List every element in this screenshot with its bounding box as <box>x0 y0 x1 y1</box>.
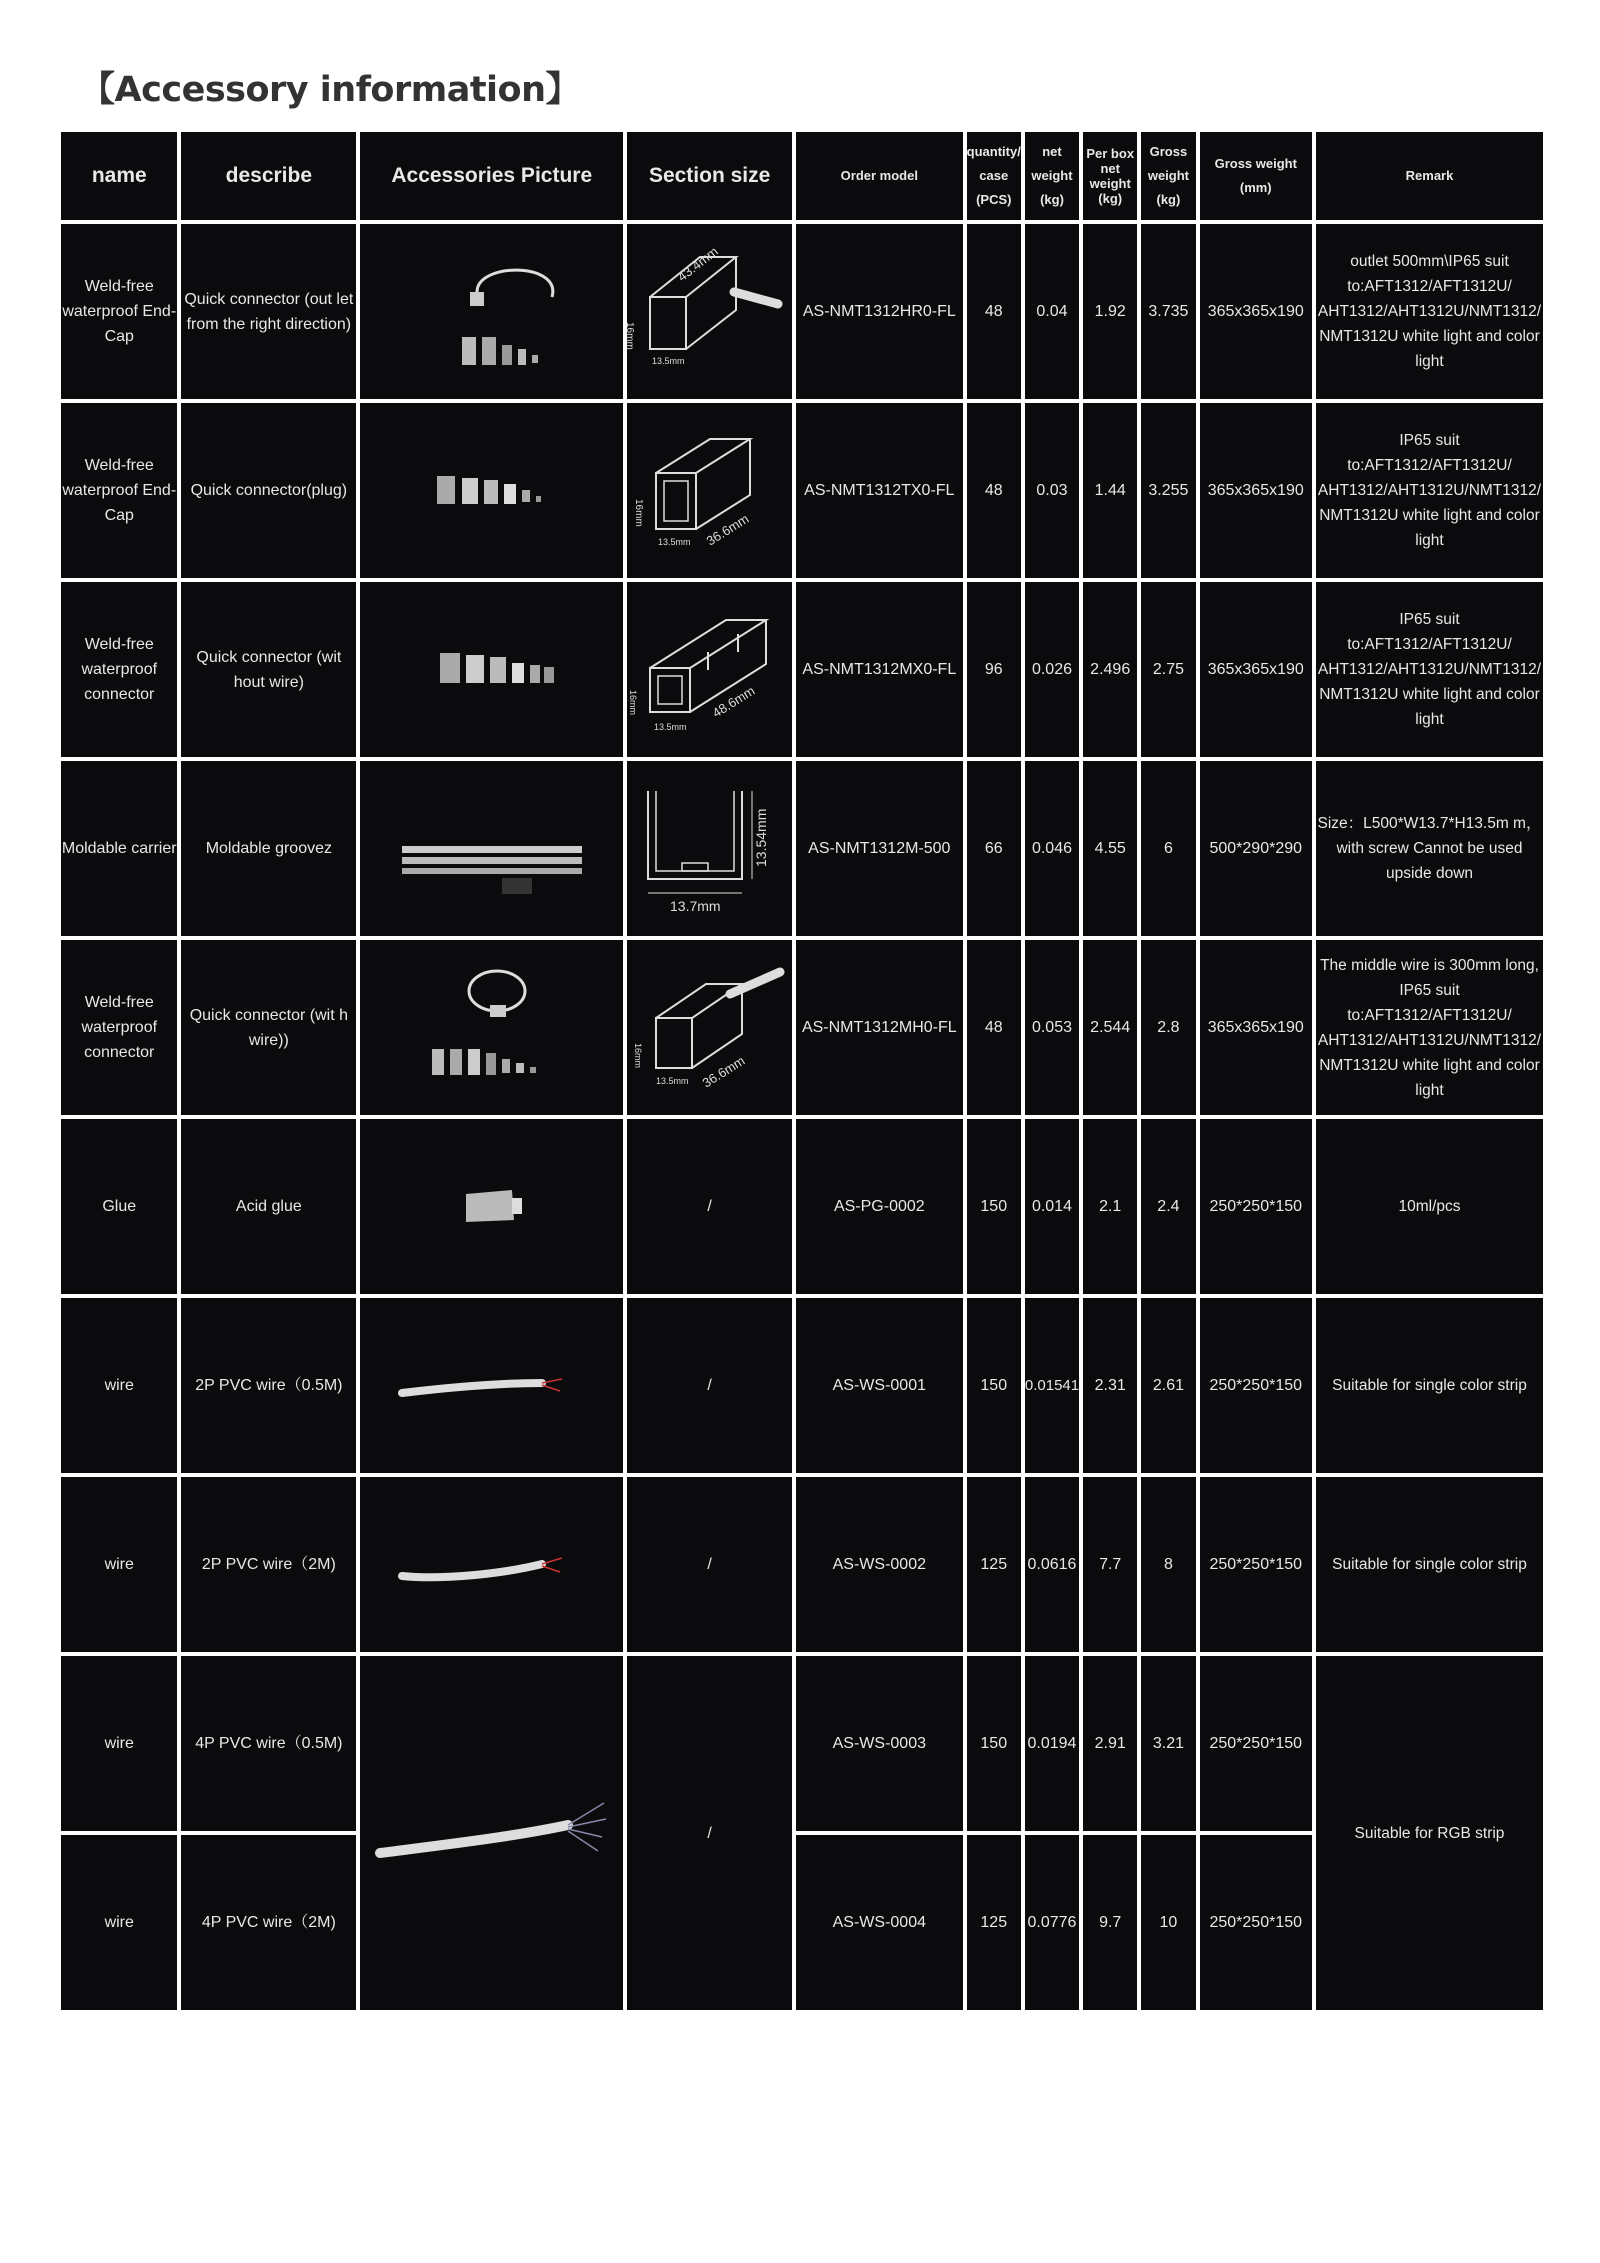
cell-name: wire <box>61 1477 177 1652</box>
endcap-section-svg <box>623 232 790 392</box>
cell-section: / <box>627 1298 792 1473</box>
accessory-picture <box>360 1656 623 2010</box>
cell-qty: 125 <box>967 1477 1021 1652</box>
section-diagram <box>627 940 792 1115</box>
dim-label: 13.54mm <box>752 808 769 867</box>
cell-order: AS-WS-0003 <box>796 1656 963 1831</box>
table-row <box>61 940 1543 1115</box>
cell-order: AS-NMT1312TX0-FL <box>796 403 963 578</box>
cell-qty: 48 <box>967 224 1021 399</box>
accessory-picture <box>360 761 623 936</box>
cell-section: / <box>627 1119 792 1294</box>
cell-gross: 2.8 <box>1141 940 1195 1115</box>
cell-gross: 10 <box>1141 1835 1195 2010</box>
rgb-wire-image <box>372 1733 612 1933</box>
cell-name: Moldable carrier <box>61 761 177 936</box>
dim-label: 36.6mm <box>699 1052 748 1091</box>
cell-section: / <box>627 1656 792 2010</box>
cell-qty: 125 <box>967 1835 1021 2010</box>
cell-name: Glue <box>61 1119 177 1294</box>
accessory-picture <box>360 940 623 1115</box>
cell-qty: 96 <box>967 582 1021 757</box>
carrier-section-svg <box>630 769 790 929</box>
dim-label: 16mm <box>627 689 638 715</box>
col-picture: Accessories Picture <box>360 132 623 220</box>
cell-describe: Moldable groovez <box>181 761 356 936</box>
cell-net: 0.053 <box>1025 940 1079 1115</box>
cell-remark: Suitable for single color strip <box>1316 1298 1543 1473</box>
cell-size: 250*250*150 <box>1200 1298 1312 1473</box>
cell-net: 0.01541 <box>1025 1298 1079 1473</box>
cell-perbox: 2.544 <box>1083 940 1137 1115</box>
col-section: Section size <box>627 132 792 220</box>
cell-order: AS-NMT1312HR0-FL <box>796 224 963 399</box>
accessory-picture <box>360 224 623 399</box>
cell-section: / <box>627 1477 792 1652</box>
col-remark: Remark <box>1316 132 1543 220</box>
connector-parts-image <box>382 595 602 745</box>
cell-name: Weld-free waterproof connector <box>61 582 177 757</box>
connector-parts-image <box>382 416 602 566</box>
cell-net: 0.04 <box>1025 224 1079 399</box>
cell-perbox: 2.31 <box>1083 1298 1137 1473</box>
col-net: net weight (kg) <box>1025 132 1079 220</box>
table-row <box>61 1477 1543 1652</box>
section-diagram <box>627 582 792 757</box>
cell-gross: 3.735 <box>1141 224 1195 399</box>
page-title: 【Accessory information】 <box>80 70 581 110</box>
connector-wire-section-svg <box>630 948 790 1108</box>
cell-qty: 150 <box>967 1119 1021 1294</box>
section-diagram <box>623 224 792 399</box>
dim-label: 13.5mm <box>657 536 691 547</box>
cell-size: 365x365x190 <box>1200 940 1312 1115</box>
dim-label: 43.4mm <box>674 243 721 284</box>
cell-perbox: 1.92 <box>1083 224 1137 399</box>
accessory-picture <box>360 1298 623 1473</box>
dim-label: 36.6mm <box>703 510 752 549</box>
cell-order: AS-NMT1312M-500 <box>796 761 963 936</box>
col-describe: describe <box>181 132 356 220</box>
table-row <box>61 224 1543 399</box>
cell-remark: Size：L500*W13.7*H13.5m m，with screw Cannot be used upside down <box>1316 761 1543 936</box>
cell-gross: 3.21 <box>1141 1656 1195 1831</box>
cell-perbox: 1.44 <box>1083 403 1137 578</box>
cell-remark: Suitable for single color strip <box>1316 1477 1543 1652</box>
header-row <box>61 132 1543 220</box>
table-row <box>61 403 1543 578</box>
cell-size: 250*250*150 <box>1200 1477 1312 1652</box>
cell-gross: 2.61 <box>1141 1298 1195 1473</box>
table-row <box>61 761 1543 936</box>
cell-gross: 6 <box>1141 761 1195 936</box>
table-row <box>61 1656 1543 1831</box>
section-diagram <box>627 761 792 936</box>
cell-describe: 2P PVC wire（0.5M) <box>181 1298 356 1473</box>
cell-size: 365x365x190 <box>1200 403 1312 578</box>
cell-size: 365x365x190 <box>1200 224 1312 399</box>
cell-net: 0.026 <box>1025 582 1079 757</box>
cell-remark: The middle wire is 300mm long, IP65 suit to:AFT1312/AFT1312U/ AHT1312/AHT1312U/NMT1312/ NMT1312U white light and color light <box>1316 940 1543 1115</box>
table-row <box>61 582 1543 757</box>
connector-section-svg <box>627 590 790 750</box>
cell-perbox: 9.7 <box>1083 1835 1137 2010</box>
cell-perbox: 2.91 <box>1083 1656 1137 1831</box>
cell-remark: outlet 500mm\IP65 suit to:AFT1312/AFT1312U/ AHT1312/AHT1312U/NMT1312/ NMT1312U white light and color light <box>1316 224 1543 399</box>
table-row <box>61 1119 1543 1294</box>
cell-name: Weld-free waterproof End-Cap <box>61 224 177 399</box>
cell-size: 500*290*290 <box>1200 761 1312 936</box>
cell-name: wire <box>61 1656 177 1831</box>
cell-perbox: 4.55 <box>1083 761 1137 936</box>
accessory-picture <box>360 1477 623 1652</box>
connector-wire-image <box>382 953 602 1103</box>
cell-describe: Quick connector (wit hout wire) <box>181 582 356 757</box>
cell-gross: 2.4 <box>1141 1119 1195 1294</box>
cell-remark: Suitable for RGB strip <box>1316 1656 1543 2010</box>
cell-gross: 8 <box>1141 1477 1195 1652</box>
cell-order: AS-NMT1312MH0-FL <box>796 940 963 1115</box>
dim-label: 16mm <box>632 1042 643 1068</box>
cell-remark: IP65 suit to:AFT1312/AFT1312U/ AHT1312/AHT1312U/NMT1312/ NMT1312U white light and color light <box>1316 582 1543 757</box>
cell-size: 250*250*150 <box>1200 1835 1312 2010</box>
accessory-picture <box>360 582 623 757</box>
plug-section-svg <box>630 411 790 571</box>
col-perbox: Per box net weight (kg) <box>1083 132 1137 220</box>
cell-remark: IP65 suit to:AFT1312/AFT1312U/ AHT1312/AHT1312U/NMT1312/ NMT1312U white light and color light <box>1316 403 1543 578</box>
cell-name: wire <box>61 1835 177 2010</box>
cell-qty: 150 <box>967 1656 1021 1831</box>
cell-qty: 48 <box>967 940 1021 1115</box>
cell-describe: 4P PVC wire（0.5M) <box>181 1656 356 1831</box>
col-gross: Gross weight (kg) <box>1141 132 1195 220</box>
cell-size: 250*250*150 <box>1200 1119 1312 1294</box>
cell-describe: Quick connector (wit h wire)) <box>181 940 356 1115</box>
col-grossmm: Gross weight (mm) <box>1200 132 1312 220</box>
accessory-picture <box>360 403 623 578</box>
col-name: name <box>61 132 177 220</box>
cell-describe: Quick connector(plug) <box>181 403 356 578</box>
cell-net: 0.014 <box>1025 1119 1079 1294</box>
dim-label: 48.6mm <box>709 682 758 721</box>
cell-describe: 2P PVC wire（2M) <box>181 1477 356 1652</box>
cell-net: 0.0776 <box>1025 1835 1079 2010</box>
cell-qty: 150 <box>967 1298 1021 1473</box>
table-row <box>61 1298 1543 1473</box>
cell-name: Weld-free waterproof End-Cap <box>61 403 177 578</box>
dim-label: 13.5mm <box>653 721 687 732</box>
dim-label: 16mm <box>623 321 635 350</box>
dim-label: 16mm <box>632 498 644 527</box>
cell-order: AS-WS-0002 <box>796 1477 963 1652</box>
cell-order: AS-WS-0004 <box>796 1835 963 2010</box>
cell-gross: 3.255 <box>1141 403 1195 578</box>
carrier-groove-image <box>382 774 602 924</box>
cell-order: AS-PG-0002 <box>796 1119 963 1294</box>
dim-label: 13.5mm <box>651 355 685 366</box>
cell-describe: Quick connector (out let from the right direction) <box>181 224 356 399</box>
cell-net: 0.046 <box>1025 761 1079 936</box>
accessory-table <box>57 128 1547 2014</box>
cell-describe: 4P PVC wire（2M) <box>181 1835 356 2010</box>
cell-describe: Acid glue <box>181 1119 356 1294</box>
cell-order: AS-WS-0001 <box>796 1298 963 1473</box>
cell-qty: 66 <box>967 761 1021 936</box>
dim-label: 13.5mm <box>655 1075 689 1086</box>
cell-gross: 2.75 <box>1141 582 1195 757</box>
cell-qty: 48 <box>967 403 1021 578</box>
col-order: Order model <box>796 132 963 220</box>
cell-net: 0.0194 <box>1025 1656 1079 1831</box>
accessory-picture <box>360 1119 623 1294</box>
cell-size: 250*250*150 <box>1200 1656 1312 1831</box>
glue-tube-image <box>382 1132 602 1282</box>
col-qty: quantity/ case (PCS) <box>967 132 1021 220</box>
dim-label: 13.7mm <box>669 897 721 914</box>
cell-perbox: 7.7 <box>1083 1477 1137 1652</box>
section-diagram <box>627 403 792 578</box>
cell-remark: 10ml/pcs <box>1316 1119 1543 1294</box>
cell-net: 0.0616 <box>1025 1477 1079 1652</box>
wire-image <box>382 1311 602 1461</box>
connector-wire-image <box>382 237 602 387</box>
cell-name: wire <box>61 1298 177 1473</box>
cell-perbox: 2.496 <box>1083 582 1137 757</box>
cell-perbox: 2.1 <box>1083 1119 1137 1294</box>
cell-name: Weld-free waterproof connector <box>61 940 177 1115</box>
cell-net: 0.03 <box>1025 403 1079 578</box>
cell-order: AS-NMT1312MX0-FL <box>796 582 963 757</box>
cell-size: 365x365x190 <box>1200 582 1312 757</box>
wire-image <box>382 1490 602 1640</box>
